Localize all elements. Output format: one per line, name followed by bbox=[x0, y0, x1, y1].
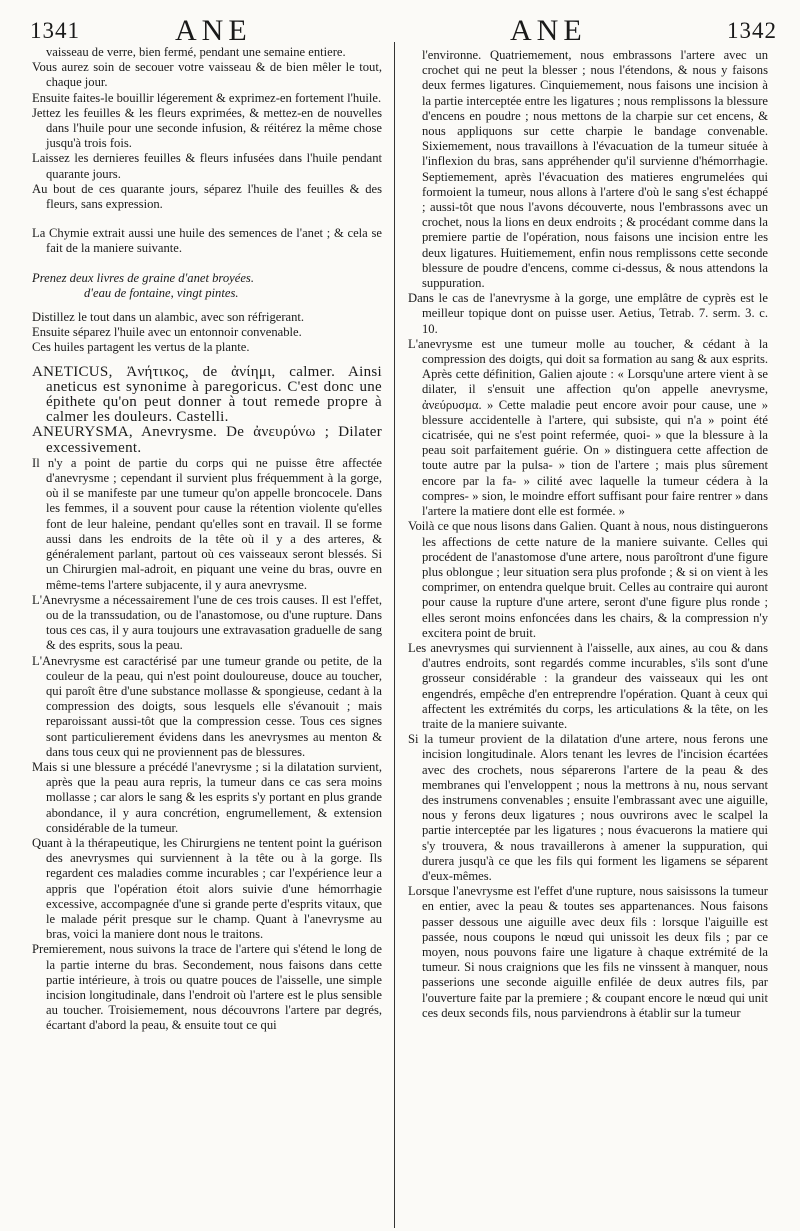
paragraph: l'environne. Quatriemement, nous embrassons l'artere avec un crochet qui ne peut la blesser ; nous l'étendons, & nous y faisons deux fermes ligatures. Cinquiemement, nous faisons une incision à la partie interceptée entre les ligatures ; nous remplissons la blessure d'encens en poudre ; nous mettons de la charpie sur cet encens, & nous appliquons sur cette charpie le bandage convenable. Sixiemement, nous travaillons à l'évacuation de la tumeur située à l'inflexion du bras, sans appréhender qu'il survienne d'hémorrhagie. Septiemement, après l'évacuation des matieres engrumelées qui formoient la tumeur, nous allons à l'artere d'où le sang s'est échappé ; aussi-tôt que nous l'avons découverte, nous l'embrassons avec un crochet, nous la lions en deux endroits ; & procédant comme dans la premiere partie de l'opération, nous faisons une incision entre les deux ligatures. Huitiemement, enfin nous remplissons cette seconde blessure de poudre d'encens, comme ci-dessus, & nous attendons la suppuration. bbox=[422, 48, 768, 291]
paragraph: Vous aurez soin de secouer votre vaisseau & de bien mêler le tout, chaque jour. bbox=[32, 60, 382, 90]
left-column bbox=[32, 45, 382, 1034]
paragraph: Dans le cas de l'anevrysme à la gorge, une emplâtre de cyprès est le meilleur topique dont on puisse user. Aetius, Tetrab. 7. serm. 3. c. 10. bbox=[408, 291, 768, 336]
right-page-header bbox=[400, 10, 795, 47]
recipe-line: d'eau de fontaine, vingt pintes. bbox=[84, 285, 239, 300]
paragraph: vaisseau de verre, bien fermé, pendant une semaine entiere. bbox=[46, 45, 346, 59]
left-page-number: 1341 bbox=[30, 18, 80, 43]
column-divider bbox=[394, 42, 395, 1228]
paragraph: La Chymie extrait aussi une huile des semences de l'anet ; & cela se fait de la maniere suivante. bbox=[32, 226, 382, 256]
paragraph: L'anevrysme est une tumeur molle au toucher, & cédant à la compression des doigts, qui doit sa formation au sang & aux esprits. Après cette définition, Galien ajoute : « Lorsqu'une artere vient à se dilater, il s'ensuit une affection qu'on appelle anevrysme, ἀνεύρυσμα. » Cette maladie peut encore avoir pour cause, une » blessure accidentelle à l'artere, qui subsiste, qui n'a » point été cicatrisée, qui ne s'est point refermée, quoi- » que la blessure à la peau soit parfaitement guérie. On » distinguera cette affection de toute autre par la pulsa- » tion de l'artere ; mais plus sûrement encore par la fa- » cilité avec laquelle la tumeur cédera à la compres- » sion, le moindre effort suffisant pour faire rentrer » dans l'artere la matiere dont elle est formée. » bbox=[408, 336, 768, 519]
paragraph: Ensuite faites-le bouillir légerement & exprimez-en fortement l'huile. bbox=[32, 90, 382, 105]
right-column bbox=[408, 48, 768, 1021]
paragraph: Quant à la thérapeutique, les Chirurgiens ne tentent point la guérison des anevrysmes qui surviennent à la tête ou à la gorge. Ils regardent ces maladies comme incurables ; car l'expérience leur a appris que l'opération étoit alors suivie d'une hémorrhagie excessive, accompagnée d'une si grande perte d'esprits vitaux, que le malade périt presque sur le champ. Quant à l'anevrysme au bras, voici la maniere dont nous le traitons. bbox=[32, 835, 382, 942]
paragraph: Voilà ce que nous lisons dans Galien. Quant à nous, nous distinguerons les affections de cette nature de la maniere suivante. Celles qui procédent de l'anastomose d'une artere, nous paroîtront d'une figure plus oblongue ; leur situation sera plus profonde ; & si on vient à les comprimer, on entendra quelque bruit. Celles au contraire qui auront pour cause la rupture d'une artere, seront d'une figure plus ronde ; elles seront moins enfoncées dans les chairs, & la compression n'y excitera point de bruit. bbox=[408, 519, 768, 640]
paragraph: L'Anevrysme a nécessairement l'une de ces trois causes. Il est l'effet, ou de la transsudation, ou de l'anastomose, ou d'une rupture. Dans tous ces cas, il y aura toujours une extravasation graduelle de sang & des esprits, sous la peau. bbox=[32, 592, 382, 653]
paragraph: Lorsque l'anevrysme est l'effet d'une rupture, nous saisissons la tumeur en entier, avec la peau & toutes ses appartenances. Nous faisons passer dessous une aiguille avec deux fils : lorsque l'aiguille est passée, nous coupons le nœud qui unissoit les deux fils ; par ce moyen, nous pouvons faire une ligature à chaque extrémité de la tumeur. Si nous craignions que les fils ne vinssent à manquer, nous passerions une seconde aiguille enfilée de deux autres fils, par l'ouverture faite par la premiere ; & coupant encore le nœud qui unit ces deux seconds fils, nous parviendrons à établir sur la tumeur bbox=[408, 884, 768, 1020]
spacer bbox=[32, 301, 382, 310]
spacer bbox=[32, 257, 382, 271]
paragraph: Jettez les feuilles & les fleurs exprimées, & mettez-en de nouvelles dans l'huile pour une seconde infusion, & réitérez la même chose jusqu'à trois fois. bbox=[32, 105, 382, 151]
paragraph: Ensuite séparez l'huile avec un entonnoir convenable. bbox=[32, 325, 302, 340]
recipe-line: Prenez deux livres de graine d'anet broyées. bbox=[32, 270, 254, 285]
paragraph: Il n'y a point de partie du corps qui ne puisse être affectée d'anevrysme ; cependant il survient plus fréquemment à la gorge, où il se manifeste par une tumeur qu'on appelle broncocele. Dans les femmes, il a souvent pour cause la rétention violente qu'elles font de leur haleine, pendant qu'elles sont en travail. Il se forme aussi dans les endroits de la tête où il y a des arteres, & généralement parlant, partout où ces vaisseaux seront blessés. Si un Chirurgien mal-adroit, en piquant une veine du bras, ouvre en même-tems l'artere subjacente, il y aura anevrysme. bbox=[32, 455, 382, 592]
paragraph: Si la tumeur provient de la dilatation d'une artere, nous ferons une incision longitudinale. Alors tenant les levres de l'incision écartées avec des crochets, nous séparerons l'artere de la peau & des membranes qui l'enveloppent ; nous la mettrons à nu, nous servant des instrumens convenables ; ensuite l'embrassant avec une aiguille, nous y ferons deux ligatures ; nous ouvrirons avec le scalpel la partie interceptée par les ligatures ; nous évacuerons la matiere qui s'y trouvera, & nous travaillerons à amener la suppuration, qui durera jusqu'à ce que les fils qui forment les ligamens se séparent d'eux-mêmes. bbox=[408, 732, 768, 883]
paragraph: Ces huiles partagent les vertus de la plante. bbox=[32, 340, 250, 355]
paragraph: Premierement, nous suivons la trace de l'artere qui s'étend le long de la partie interne du bras. Secondement, nous faisons dans cette partie intérieure, à trois ou quatre pouces de l'aisselle, une simple incision longitudinale, dans l'endroit où l'artere est le plus sensible au toucher. Troisiemement, nous découvrons l'artere par degrés, écartant d'abord la peau, & ensuite tout ce qui bbox=[32, 942, 382, 1033]
paragraph: Au bout de ces quarante jours, séparez l'huile des feuilles & des fleurs, sans expression. bbox=[32, 181, 382, 212]
right-running-title: ANE bbox=[510, 14, 587, 47]
left-running-title: ANE bbox=[175, 14, 252, 47]
paragraph: Mais si une blessure a précédé l'anevrysme ; si la dilatation survient, après que la peau aura repris, la tumeur dans ce cas sera moins mollasse ; car alors le sang & les esprits s'y portant en plus grande abondance, il y aura concrétion, engrumellement, & extension considérable de la tumeur. bbox=[32, 759, 382, 835]
entry-aneurysma: ANEURYSMA, Anevrysme. De ἀνευρύνω ; Dilater excessivement. bbox=[32, 424, 382, 456]
entry-aneticus: ANETICUS, Ἀνήτικος, de ἀνίημι, calmer. Ainsi aneticus est synonime à paregoricus. C'est donc une épithete qu'on peut donner à tout remede propre à calmer les douleurs. Castelli. bbox=[32, 363, 382, 426]
paragraph: Distillez le tout dans un alambic, avec son réfrigerant. bbox=[32, 310, 305, 325]
left-page-header bbox=[0, 10, 395, 47]
paragraph: L'Anevrysme est caractérisé par une tumeur grande ou petite, de la couleur de la peau, qui n'est point douloureuse, douce au toucher, qui paroît être d'une substance mollasse & spongieuse, cedant à la compression des doigts, sous lesquels elle s'évanouit ; mais reparoissant aussi-tôt que la compression cesse. Tous ces signes sont particulierement évidens dans les anevrysmes au menton & dans tous ceux qui ne proviennent pas de blessures. bbox=[32, 653, 382, 759]
spacer bbox=[32, 212, 382, 226]
paragraph: Laissez les dernieres feuilles & fleurs infusées dans l'huile pendant quarante jours. bbox=[32, 151, 382, 181]
paragraph: Les anevrysmes qui surviennent à l'aisselle, aux aines, au cou & dans d'autres endroits, sont regardés comme incurables, s'ils sont d'une grosseur considérable : la grandeur des vaisseaux qui les ont engendrés, empêche d'en entreprendre l'opération. Quant à ceux qui affectent les extrémités du corps, les articulations & la tête, on les traite de la maniere suivante. bbox=[408, 640, 768, 731]
right-page-number: 1342 bbox=[727, 18, 777, 43]
